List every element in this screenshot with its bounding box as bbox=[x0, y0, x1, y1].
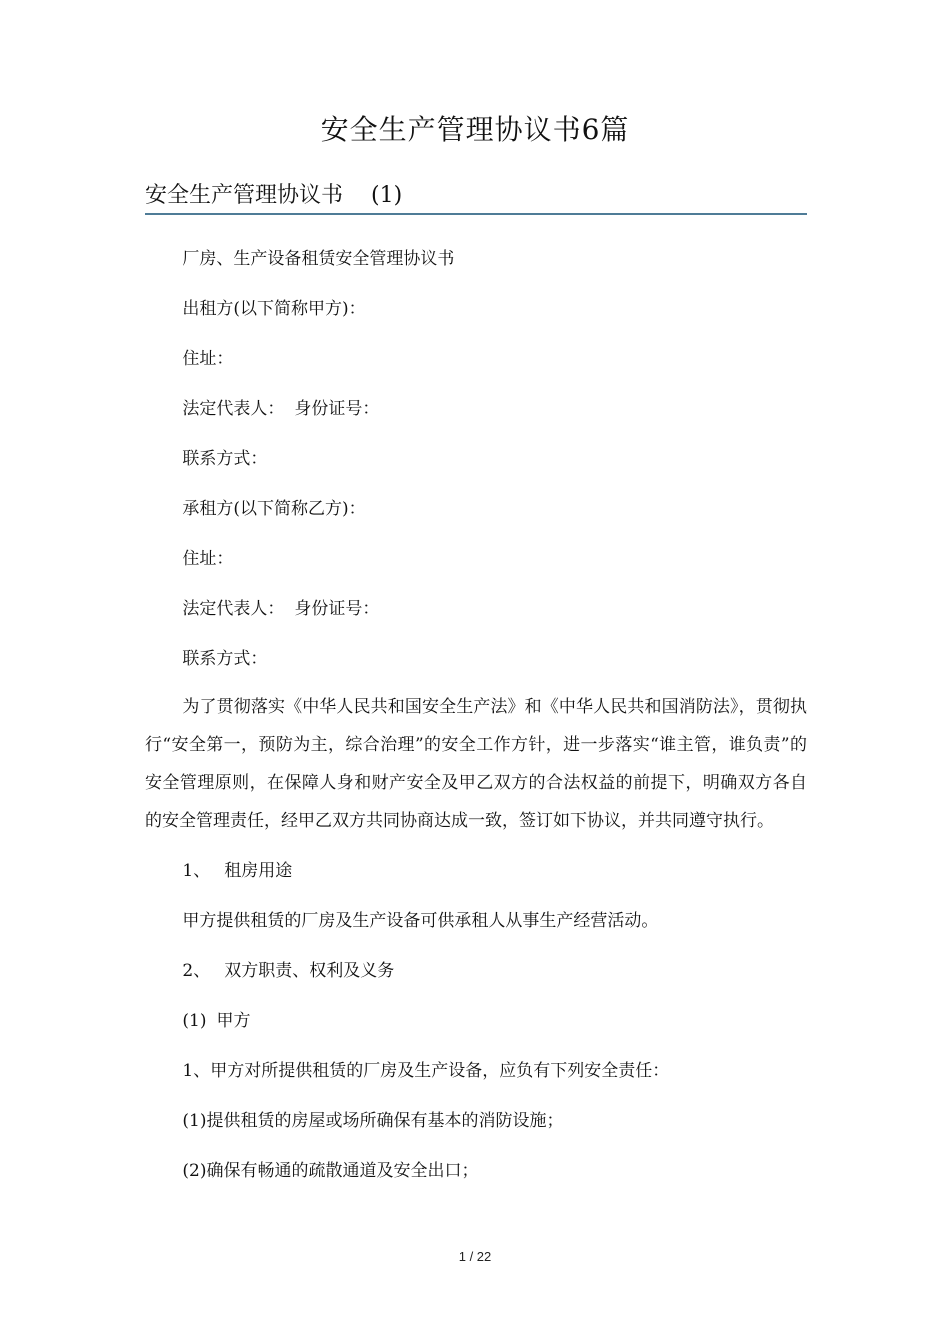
party-a-responsibility-1: (1)提供租赁的房屋或场所确保有基本的消防设施； bbox=[182, 1111, 564, 1131]
party-a-heading bbox=[145, 996, 807, 1046]
clause-2-number: 2、 bbox=[182, 961, 211, 981]
preamble-paragraph: 为了贯彻落实《中华人民共和国安全生产法》和《中华人民共和国消防法》，贯彻执行“安全第一，预防为主，综合治理”的安全工作方针，进一步落实“谁主管，谁负责”的安全管理原则，在保障人身和财产安全及甲乙双方的合法权益的前提下，明确双方各自的安全管理责任，经甲乙双方共同协商达成一致，签订如下协议，并共同遵守执行。 bbox=[145, 697, 807, 831]
party-a-responsibility-intro: 1、甲方对所提供租赁的厂房及生产设备，应负有下列安全责任： bbox=[182, 1061, 670, 1081]
lessee-representative-label: 法定代表人： bbox=[182, 599, 285, 619]
document-title: 安全生产管理协议书6篇 bbox=[320, 113, 630, 146]
party-a-number: (1) bbox=[182, 1011, 207, 1031]
section-heading bbox=[145, 180, 807, 215]
page-indicator: 1 / 22 bbox=[458, 1249, 492, 1264]
clause-1-number: 1、 bbox=[182, 861, 211, 881]
party-a-responsibility-2: (2)确保有畅通的疏散通道及安全出口； bbox=[182, 1161, 479, 1181]
clause-1-title: 租房用途 bbox=[224, 861, 293, 881]
lessee-address-label: 住址： bbox=[182, 549, 234, 569]
clause-1-heading bbox=[145, 846, 807, 896]
lessor-label: 出租方(以下简称甲方)： bbox=[182, 299, 366, 319]
lessor-address-label: 住址： bbox=[182, 349, 234, 369]
lessee-label: 承租方(以下简称乙方)： bbox=[182, 499, 366, 519]
lessor-representative-label: 法定代表人： bbox=[182, 399, 285, 419]
lessor-id-label: 身份证号： bbox=[294, 399, 380, 419]
lessee-id-label: 身份证号： bbox=[294, 599, 380, 619]
lessor-representative-line bbox=[145, 384, 807, 434]
clause-2-title: 双方职责、权利及义务 bbox=[224, 961, 395, 981]
party-a-title: 甲方 bbox=[216, 1011, 251, 1031]
document-body bbox=[145, 234, 807, 1196]
clause-2-heading bbox=[145, 946, 807, 996]
lessor-contact-label: 联系方式： bbox=[182, 449, 268, 469]
section-heading-number: (1) bbox=[371, 183, 403, 208]
lessee-contact-label: 联系方式： bbox=[182, 649, 268, 669]
clause-1-text: 甲方提供租赁的厂房及生产设备可供承租人从事生产经营活动。 bbox=[182, 911, 659, 931]
agreement-subtitle: 厂房、生产设备租赁安全管理协议书 bbox=[182, 249, 455, 269]
lessee-representative-line bbox=[145, 584, 807, 634]
section-heading-text: 安全生产管理协议书 bbox=[145, 183, 344, 208]
